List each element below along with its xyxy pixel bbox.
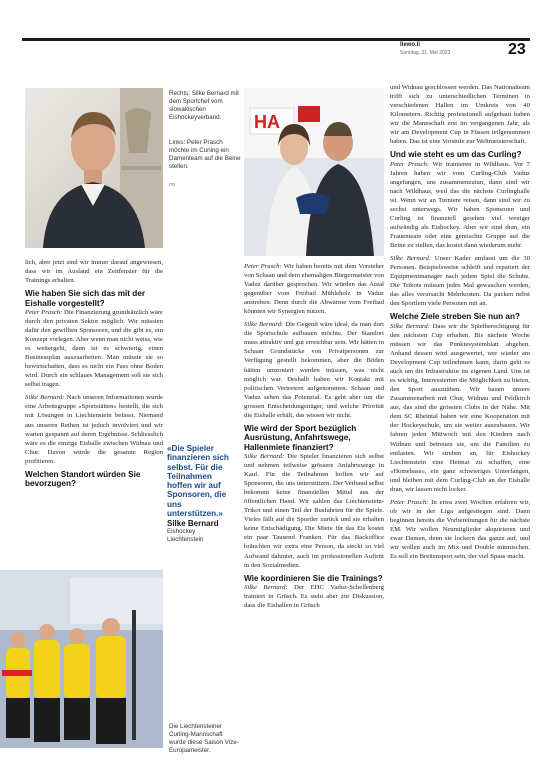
photo-peter-prasch [25, 88, 163, 248]
speaker: Silke Bernard: [244, 453, 285, 461]
speaker: Peter Prasch: [390, 160, 430, 168]
issue-date: Sonntag, 31. Mai 2023 [400, 50, 451, 56]
team-illustration [0, 570, 163, 748]
svg-text:HA: HA [254, 112, 280, 132]
pull-quote-name: Silke Bernard [167, 519, 219, 529]
answer-text: Wir trainieren in Wildhaus. Vor 7 Jahren haben wir vom Curling-Club Vaduz angefangen, uns zusammenzutun, dann sind wir nach Wildhaus, weil das die nächste Curlinghalle ist. Wenn wir an Turniere reisen, dann sind wir zu sechst unterwegs. Wir haben Sponsoren und Curling ist finanziell gesehen viel weniger aufwändig als Eishockey. Aber wir sind dran, ein Frauenteam oder eine gemischte Gruppe auf die Beine zu stellen, das kostet dann wiederum mehr. [390, 160, 530, 250]
answer-text: Nach unseren Informationen wurde eine Arbeitsgruppe «Sportstätten» bestellt, die sich mit Lösungen in Liechtenstein befasst. Niemand aus unseren Reihen ist jedoch involviert und wir warten gespannt auf deren Ergebnisse. Schliesslich wäre es die einzige Eishalle zwischen Widnau und Chur. Davon würde die gesamte Region profitieren. [25, 394, 163, 465]
speaker: Peter Prasch: [390, 498, 429, 506]
speaker: Silke Bernard: [244, 321, 284, 329]
question-heading: Und wie steht es um das Curling? [390, 150, 522, 160]
caption-right-photo: Rechts: Silke Bernard mit dem Sportchef vom slowakischen Eishockeyverband. [169, 90, 239, 121]
pull-quote-role: Eishockey [167, 528, 196, 536]
pull-quote-text: «Die Spieler finanzieren sich selbst. Für die Teilnahmen hoffen wir auf Sponsoren, die uns unterstützen.» [167, 444, 229, 519]
speaker: Silke Bernard: [390, 255, 432, 263]
speaker: Silke Bernard: [25, 394, 65, 402]
question-heading: Wie wird der Sport bezüglich Ausrüstung, Anfahrtswege, Hallenmiete finanziert? [244, 423, 357, 452]
question-heading: Wie koordinieren Sie die Trainings? [244, 573, 383, 583]
paragraph: lich, aber jetzt sind wir immer darauf angewiesen, dass wir im Ausland ein Zeitfenster für die Trainings erhalten. [25, 259, 163, 285]
publication-name: Ilewo.li [400, 42, 421, 48]
answer-text: Unser Kader umfasst um die 30 Personen. Beispielsweise schleift und repariert der Equipmentmanager nach jedem Spiel die Schuhe. Die Trikots müssen jedes Mal gewaschen werden, das alles verursacht Mehrkosten. Da packen nebst den Sportlern viele Personen mit an. [390, 255, 531, 308]
photo-curling-team [0, 570, 163, 748]
answer-text: Wir haben bereits mit dem Vorsteher von Schaan und dem ehemaligen Bürgermeister von Vaduz darüber gesprochen. Wir würden das Areal gegenüber vom Freibad Mühleholz in Vaduz anstreben. Denn durch die Abwärme vom Freibad könnten wir Synergien nutzen. [244, 263, 384, 316]
answer-text: Dass wir die Spielberechtigung für den nächsten Cup erhalten. Bis nächste Woche müssen wir das Punktesystemblatt abgeben. Anhand dessen wird ausgewertet, wer wieder am Development Cup teilnehmen kann, darin geht es auch um die Infrastruktur im eigenen Land. Uns ist es wichtig, Interessierten die Möglichkeit zu bieten, den Sport auszuüben. Wir bauen unsere Zusammenarbeit mit Chur, Widnau und Feldkirch aus, das sind die grössten Clubs in der Nähe. Mit dem SC Rheintal haben wir eine Kooperation mit der Hockeyschule, um sie weiter auszubauen. Wir fahren jeden Mittwoch mit den Kindern nach Widnau und betreuen sie, um die Familien zu entlasten. Wir streben an, für Eishockey Liechtenstein eine Heimat zu schaffen, eine «Homebase», ein ganz schwieriges Unterfangen, und bleiben mit dem Curling-Club an der Eishalle dran, wir lassen nicht locker. [390, 322, 531, 493]
photo-silke-bernard-sportchef [244, 88, 384, 256]
caption-left-photo: Links: Peter Prasch möchte im Curling ein Damenteam auf die Beine stellen. [169, 139, 241, 170]
speaker: Silke Bernard: [244, 584, 288, 592]
column-1 [25, 258, 163, 489]
speaker: Peter Prasch: [244, 263, 282, 270]
page-number: 23 [508, 41, 526, 58]
paragraph: und Widnau geschlossen werden. Das Nationalteam trifft sich zu unterschiedlichen Terminen in verschiedenen Hallen im Umkreis von 40 Kilometern. Richtig professionell aufgebaut haben wir die Mannschaft erst im vergangenen Jahr, als wir am Development Cup in Füssen teilgenommen haben. Das ist eine Vorstufe zur Weltmeisterschaft. [390, 84, 530, 146]
photo-credit: PD [169, 182, 176, 187]
speaker: Silke Bernard: [390, 322, 430, 330]
answer-text: Die Spieler finanzieren sich selbst und nehmen teilweise grössere Anfahrtswege in Kauf. Für die Teilnahmen hoffen wir auf Sponsoren, die uns unterstützen. Der Verband selbst bekommt keine finanziellen Mittel aus der öffentlichen Hand. Wir zahlen das Liechtenstein-Trikot und einen Teil der Busfahrten für die Spiele. Vieles fällt auf die Sportler zurück und sie erhalten keine Entschädigung. Die Miete für das Eis kostet ein paar Tausend Franken. Für das Backoffice bräuchten wir extra eine Person, da steckt so viel Aufwand dahinter, auch im professionellen Auftritt in den Sozialmedien. [244, 453, 384, 569]
speaker: Peter Prasch: [25, 308, 63, 316]
question-heading: Welchen Standort würden Sie bevorzugen? [25, 469, 141, 489]
pull-quote [167, 444, 239, 544]
caption-team-photo: Die Liechtensteiner Curling-Mannschaft wurde diese Saison Vize-Europameister. [169, 723, 239, 754]
couple-illustration [244, 88, 384, 256]
answer-text: Der EHC Vaduz-Schellenberg trainiert in Grüsch. Es steht aber zur Diskussion, dass die Eishallen in Grüsch [244, 584, 384, 610]
answer-text: Die Gegend wäre ideal, da man dort die Sportschule aufbauen möchte. Der Standort muss attraktiv und gut erreichbar sein. Wir hätten in Schaan Grundstücke von Privatpersonen zur Verfügung gestellt bekommen, aber die Böden hätten umzoniert werden müssen, was nicht möglich war. Deshalb haben wir Kontakt mit politischen Vertretern aufgenommen. Schaan und Vaduz sehen das Potenzial. Es geht aber um die grossen Entscheidungsträger, und welche Priorität die Eishalle erhält, das wissen wir nicht. [244, 321, 385, 419]
header-rule [22, 38, 530, 41]
column-3 [390, 83, 530, 561]
question-heading: Welche Ziele streben Sie nun an? [390, 312, 520, 322]
pull-quote-country: Liechtenstein [167, 535, 204, 543]
answer-text: Die Finanzierung grundsätzlich wäre durch den privaten Sektor möglich. Wir müssten dafür den gewillten Sponsoren, und die gibt es, ein Konzept vorlegen. Aber wenn man nicht weiss, wie es weitergeht, dann ist es schwierig, einen Businessplan auszuarbeiten. Man müsste sie so bewirtschaften, dass es nicht ein Fass ohne Boden wird. Durch ein schlaues Management soll sie sich selbst tragen. [25, 308, 164, 389]
column-2 [244, 262, 384, 610]
portrait-illustration [25, 88, 163, 248]
question-heading: Wie haben Sie sich das mit der Eishalle vorgestellt? [25, 289, 146, 308]
answer-text: In etwa zwei Wochen erfahren wir, ob wir in der Liga aufgestiegen sind. Dann beginnen bereits die Vorbereitungen für die nächste EM. Wir wollen Neumitglieder akquirieren und zwar Damen, denn sie lockern das ganze auf, und wir wollen auch im Mix und Double mitmischen. Es soll ein Breitensport sein, der viel Spass macht. [390, 498, 530, 561]
